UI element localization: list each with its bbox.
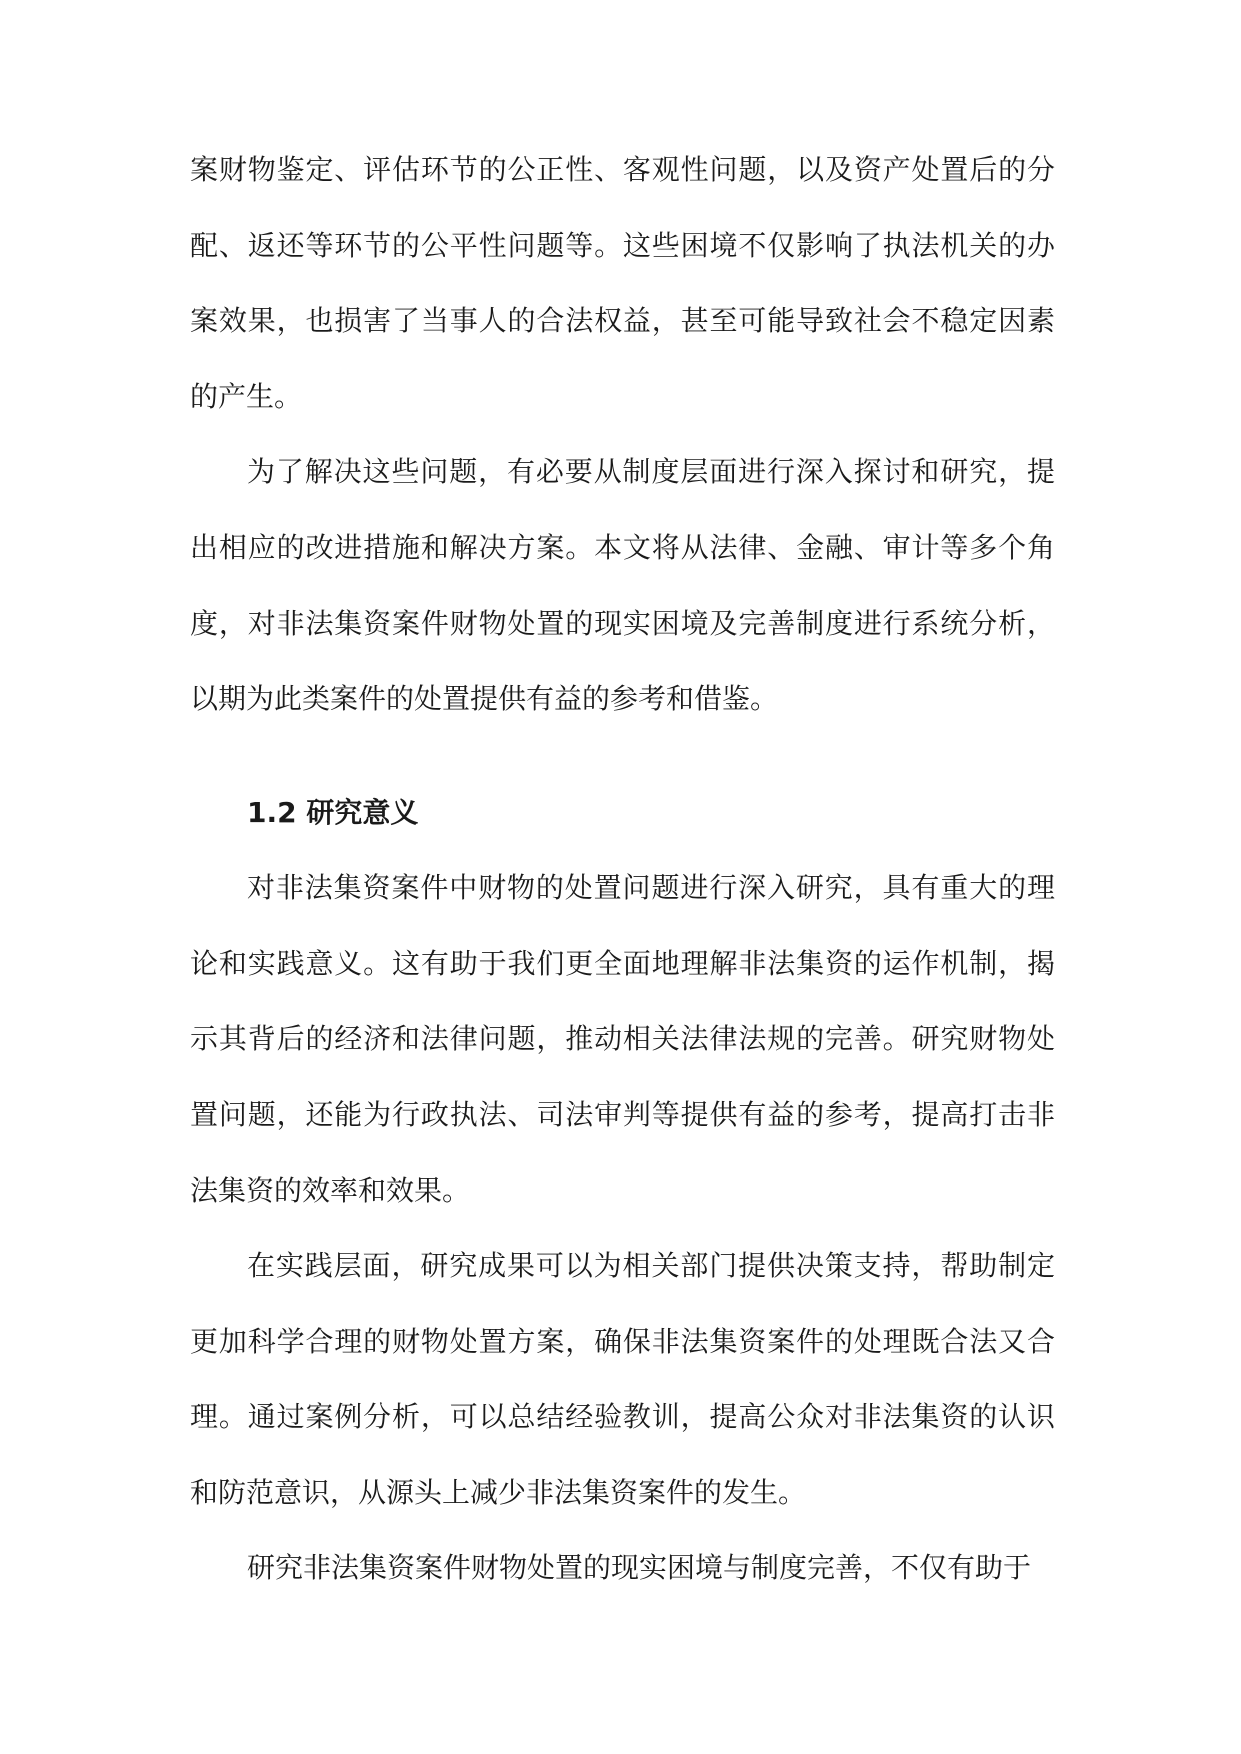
paragraph: 研究非法集资案件财物处置的现实困境与制度完善，不仅有助于 [247, 1551, 1032, 1585]
paragraph: 在实践层面，研究成果可以为相关部门提供决策支持，帮助制定更加科学合理的财物处置方案，确保非法集资案件的处理既合法又合理。通过案例分析，可以总结经验教训，提高公众对非法集资的认识和防范意识，从源头上减少非法集资案件的发生。 [190, 1249, 1055, 1509]
paragraph: 为了解决这些问题，有必要从制度层面进行深入探讨和研究，提出相应的改进措施和解决方案。本文将从法律、金融、审计等多个角度，对非法集资案件财物处置的现实困境及完善制度进行系统分析，以期为此类案件的处置提供有益的参考和借鉴。 [190, 455, 1055, 716]
document-body [190, 132, 1055, 1606]
section-heading: 1.2 研究意义 [247, 795, 419, 829]
paragraph-continued: 案财物鉴定、评估环节的公正性、客观性问题，以及资产处置后的分配、返还等环节的公平性问题等。这些困境不仅影响了执法机关的办案效果，也损害了当事人的合法权益，甚至可能导致社会不稳定因素的产生。 [190, 153, 1055, 413]
paragraph: 对非法集资案件中财物的处置问题进行深入研究，具有重大的理论和实践意义。这有助于我们更全面地理解非法集资的运作机制，揭示其背后的经济和法律问题，推动相关法律法规的完善。研究财物处置问题，还能为行政执法、司法审判等提供有益的参考，提高打击非法集资的效率和效果。 [190, 871, 1055, 1207]
